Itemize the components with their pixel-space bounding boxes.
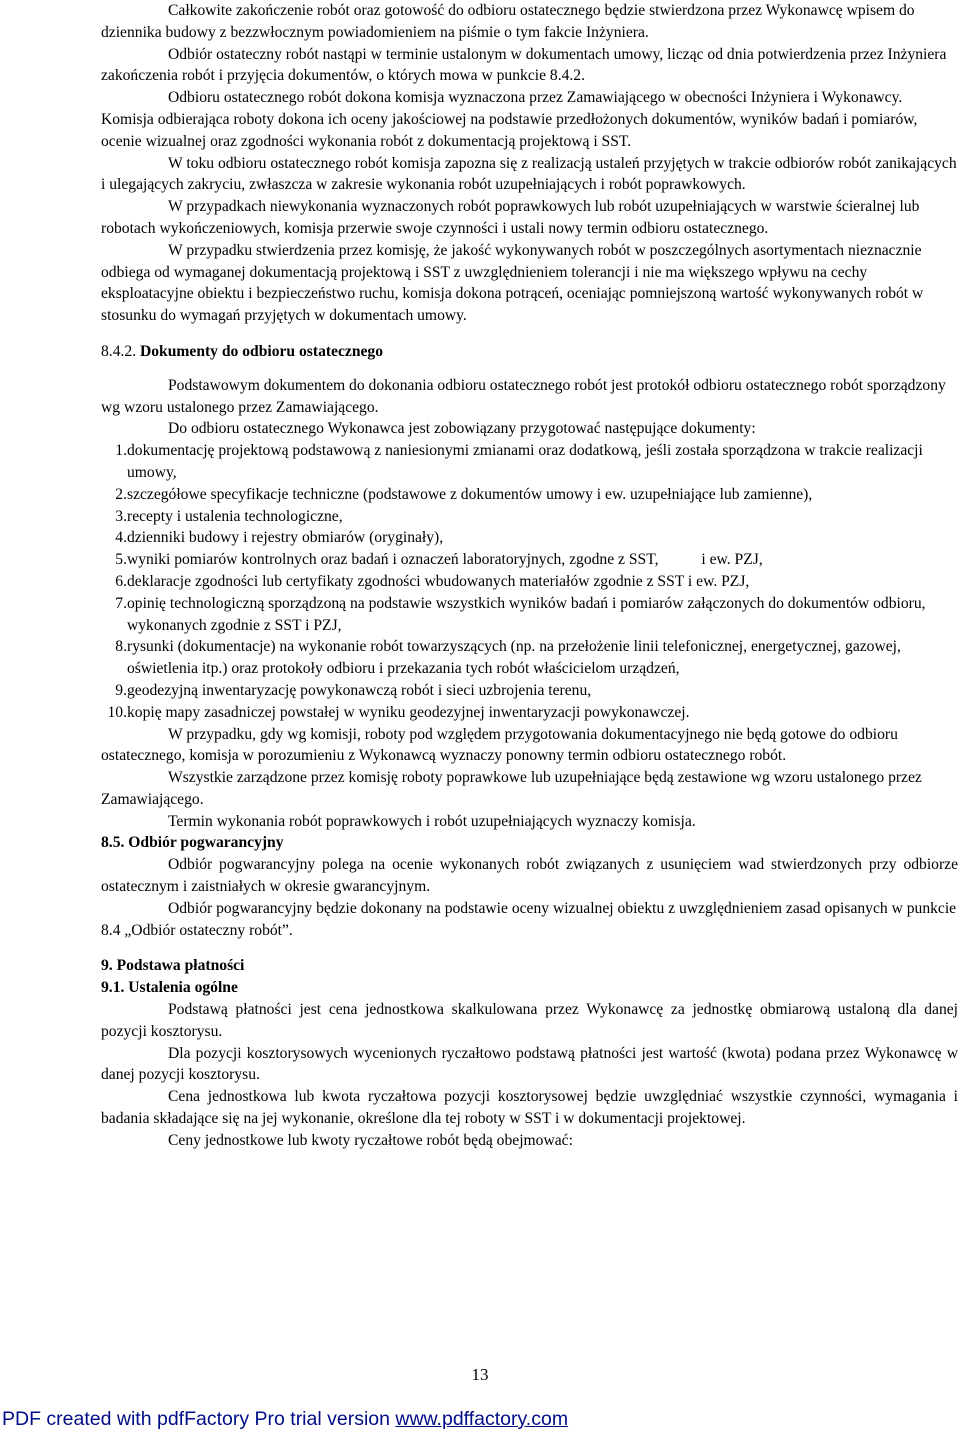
paragraph-commission: Odbioru ostatecznego robót dokona komisja wyznaczona przez Zamawiającego w obecności Inżyniera i Wykonawcy. Komisja odbierająca roboty dokona ich oceny jakościowej na podstawie przedłożonych dokumentów, wyników badań i pomiarów, ocenie wizualnej oraz zgodności wykonania robót z dokumentacją projektową i SST.	[101, 89, 918, 150]
spacer	[101, 363, 958, 375]
list-item-text: recepty i ustalenia technologiczne,	[127, 507, 343, 525]
list-item-number: 2.	[115, 485, 127, 503]
spacer	[101, 327, 958, 341]
paragraph-final-acceptance-term: Odbiór ostateczny robót nastąpi w terminie ustalonym w dokumentach umowy, licząc od dnia potwierdzenia przez Inżyniera zakończenia robót i przyjęcia dokumentów, o których mowa w punkcie 8.4.2.	[101, 45, 947, 85]
paragraph-quality-deviation: W przypadku stwierdzenia przez komisję, że jakość wykonywanych robót w poszczególnych asortymentach nieznacznie odbiega od wymaganej dokumentacją projektową i SST z uwzględnieniem tolerancji i nie ma większego wpływu na cechy eksploatacyjne obiektu i bezpieczeństwo ruchu, komisja dokona potrąceń, oceniając pomniejszoną wartość wykonywanych robót w stosunku do wymagań przyjętych w dokumentach umowy.	[101, 241, 924, 325]
paragraph-completion-notice: Całkowite zakończenie robót oraz gotowość do odbioru ostatecznego będzie stwierdzona przez Wykonawcę wpisem do dziennika budowy z bezzwłocznym powiadomieniem na piśmie o tym fakcie Inżyniera.	[101, 2, 915, 41]
list-item-text: wyniki pomiarów kontrolnych oraz badań i oznaczeń laboratoryjnych, zgodne z SST, i ew. PZJ,	[127, 551, 763, 569]
pdf-banner-text: PDF created with pdfFactory Pro trial version	[2, 1408, 396, 1430]
paragraph-9-4: Ceny jednostkowe lub kwoty ryczałtowe robót będą obejmować:	[168, 1131, 573, 1149]
section-842-heading	[101, 341, 958, 363]
list-item	[101, 506, 958, 528]
paragraph-85-1: Odbiór pogwarancyjny polega na ocenie wykonanych robót związanych z usunięciem wad stwierdzonych przy odbiorze ostatecznym i zaistniałych w okresie gwarancyjnym.	[101, 856, 958, 896]
section-842-number: 8.4.2.	[101, 342, 137, 360]
list-item	[101, 440, 958, 484]
list-item-text: kopię mapy zasadniczej powstałej w wyniku geodezyjnej inwentaryzacji powykonawczej.	[127, 703, 690, 721]
paragraph-9-3: Cena jednostkowa lub kwota ryczałtowa pozycji kosztorysowej będzie uwzględniać wszystkie czynności, wymagania i badania składające się na jej wykonanie, określone dla tej roboty w SST i w dokumentacji projektowej.	[101, 1088, 958, 1128]
paragraph-85-2: Odbiór pogwarancyjny będzie dokonany na podstawie oceny wizualnej obiektu z uwzględnieniem zasad opisanych w punkcie 8.4 „Odbiór ostateczny robót”.	[101, 899, 957, 939]
paragraph-commission-review: W toku odbioru ostatecznego robót komisja zapozna się z realizacją ustaleń przyjętych w trakcie odbiorów robót zanikających i ulegających zakryciu, zwłaszcza w zakresie wykonania robót uzupełniających i robót poprawkowych.	[101, 154, 957, 194]
paragraph-9-1: Podstawą płatności jest cena jednostkowa skalkulowana przez Wykonawcę za jednostkę obmiarową ustaloną dla danej pozycji kosztorysu.	[101, 1001, 958, 1040]
section-91-heading: 9.1. Ustalenia ogólne	[101, 979, 238, 997]
list-item	[101, 527, 958, 549]
list-item-number: 8.	[115, 638, 127, 656]
section-842-title: Dokumenty do odbioru ostatecznego	[140, 342, 384, 360]
list-item	[101, 549, 958, 571]
list-item-number: 3.	[115, 507, 127, 525]
list-item	[101, 702, 958, 724]
paragraph-9-2: Dla pozycji kosztorysowych wycenionych ryczałtowo podstawą płatności jest wartość (kwota) podana przez Wykonawcę w danej pozycji kosztorysu.	[101, 1044, 958, 1084]
section-9-heading: 9. Podstawa płatności	[101, 957, 245, 975]
page-number: 13	[471, 1365, 489, 1384]
list-item	[101, 593, 958, 637]
list-item-text: opinię technologiczną sporządzoną na podstawie wszystkich wyników badań i pomiarów załączonych do dokumentów odbioru, wykonanych zgodnie z SST i PZJ,	[127, 594, 926, 634]
list-item-number: 4.	[115, 529, 127, 547]
spacer	[101, 941, 958, 955]
paragraph-842-intro-1: Podstawowym dokumentem do dokonania odbioru ostatecznego robót jest protokół odbioru ostatecznego robót sporządzony wg wzoru ustalonego przez Zamawiającego.	[101, 376, 946, 416]
list-item-number: 1.	[115, 442, 127, 460]
list-item	[101, 484, 958, 506]
list-item-number: 7.	[115, 594, 127, 612]
list-item-text: dzienniki budowy i rejestry obmiarów (oryginały),	[127, 529, 444, 547]
list-item-text: geodezyjną inwentaryzację powykonawczą robót i sieci uzbrojenia terenu,	[127, 681, 592, 699]
pdffactory-link[interactable]: www.pdffactory.com	[395, 1408, 569, 1430]
list-item-number: 5.	[115, 551, 127, 569]
paragraph-842-after-2: Wszystkie zarządzone przez komisję roboty poprawkowe lub uzupełniające będą zestawione wg wzoru ustalonego przez Zamawiającego.	[101, 769, 922, 808]
required-documents-list	[101, 440, 958, 723]
paragraph-uncompleted-works: W przypadkach niewykonania wyznaczonych robót poprawkowych lub robót uzupełniających w warstwie ścieralnej lub robotach wykończeniowych, komisja przerwie swoje czynności i ustali nowy termin odbioru ostatecznego.	[101, 198, 920, 237]
document-page	[101, 0, 958, 1152]
section-85-heading: 8.5. Odbiór pogwarancyjny	[101, 834, 284, 852]
list-item-text: rysunki (dokumentacje) na wykonanie robót towarzyszących (np. na przełożenie linii telefonicznej, energetycznej, gazowej, oświetlenia itp.) oraz protokoły odbioru i przekazania tych robót właścicielom urządzeń,	[127, 638, 901, 678]
pdf-trial-banner	[0, 1408, 960, 1431]
list-item	[101, 636, 958, 680]
list-item-text: deklaracje zgodności lub certyfikaty zgodności wbudowanych materiałów zgodnie z SST i ew. PZJ,	[127, 572, 750, 590]
paragraph-842-intro-2: Do odbioru ostatecznego Wykonawca jest zobowiązany przygotować następujące dokumenty:	[168, 420, 756, 438]
list-item-number: 9.	[115, 681, 127, 699]
paragraph-842-after-3: Termin wykonania robót poprawkowych i robót uzupełniających wyznaczy komisja.	[168, 812, 696, 830]
list-item	[101, 680, 958, 702]
list-item-text: dokumentację projektową podstawową z naniesionymi zmianami oraz dodatkową, jeśli została sporządzona w trakcie realizacji umowy,	[127, 442, 923, 481]
list-item-text: szczegółowe specyfikacje techniczne (podstawowe z dokumentów umowy i ew. uzupełniające lub zamienne),	[127, 485, 813, 503]
list-item-number: 6.	[115, 572, 127, 590]
paragraph-842-after-1: W przypadku, gdy wg komisji, roboty pod względem przygotowania dokumentacyjnego nie będą gotowe do odbioru ostatecznego, komisja w porozumieniu z Wykonawcą wyznaczy ponowny termin odbioru ostatecznego robót.	[101, 725, 898, 765]
list-item-number: 10.	[107, 703, 127, 721]
list-item	[101, 571, 958, 593]
